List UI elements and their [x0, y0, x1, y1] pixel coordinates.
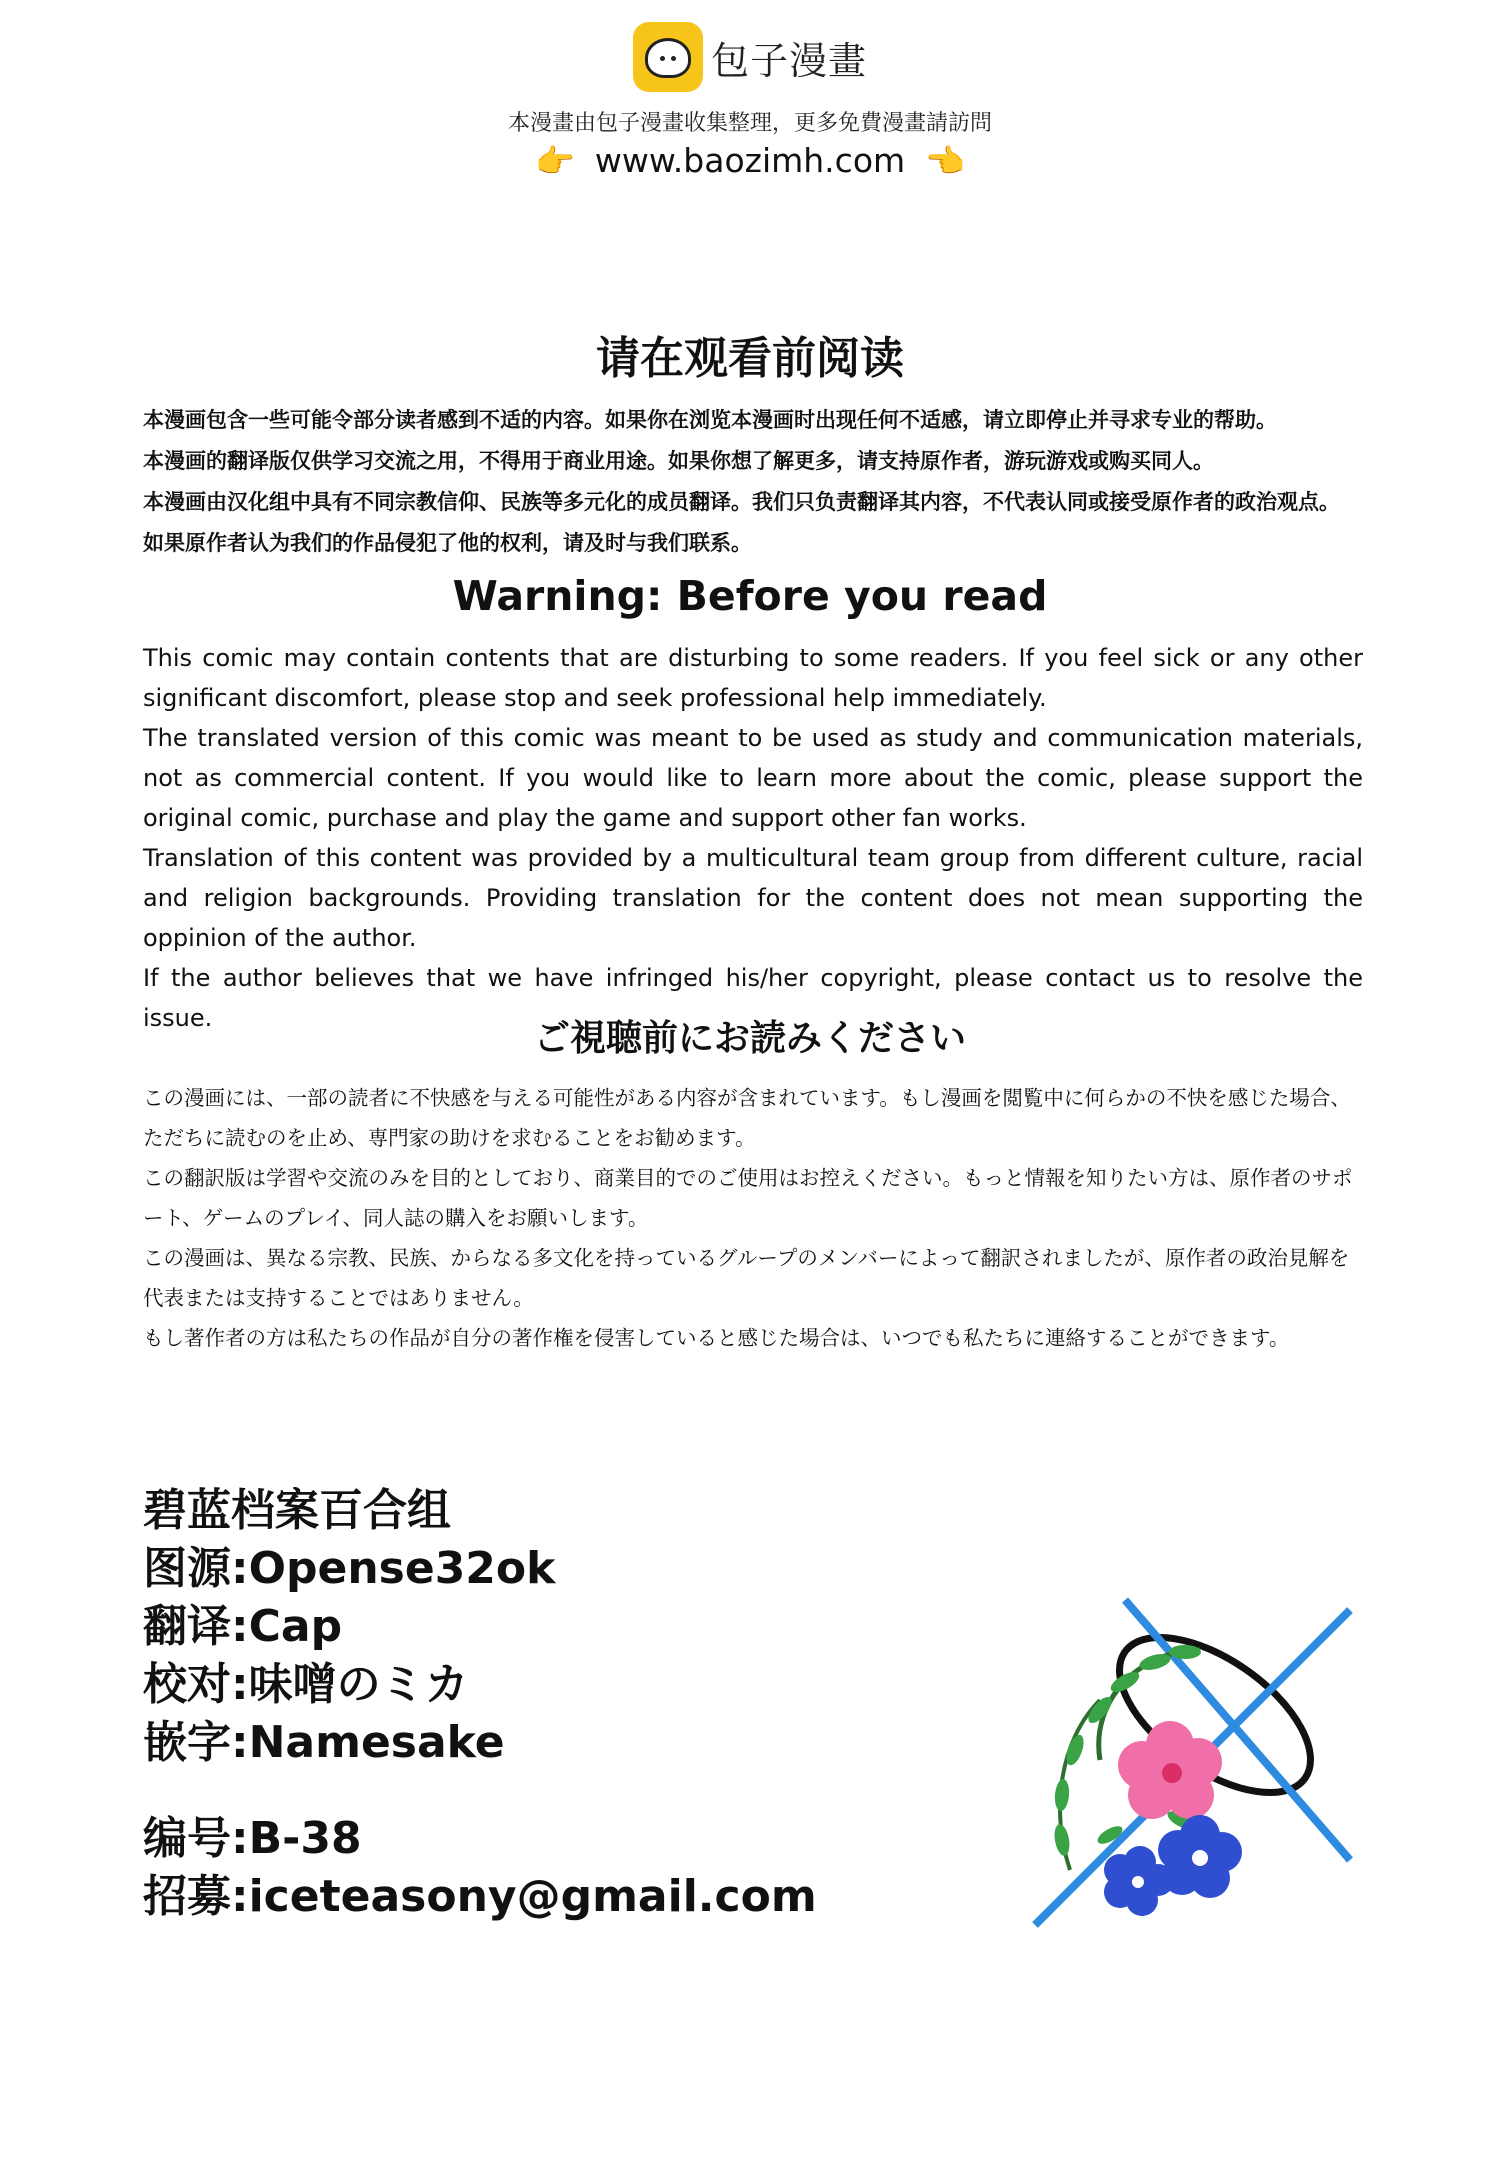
brand-name: 包子漫畫	[710, 38, 867, 83]
group-name: 碧蓝档案百合组	[143, 1485, 451, 1536]
warning-title-cn: 请在观看前阅读	[596, 333, 904, 384]
warning-cn-paragraph: 本漫画包含一些可能令部分读者感到不适的内容。如果你在浏览本漫画时出现任何不适感，请立即停止并寻求专业的帮助。	[143, 408, 1277, 432]
warning-jp-paragraph: この翻訳版は学習や交流のみを目的としており、商業目的でのご使用はお控えください。もっと情報を知りたい方は、原作者のサポート、ゲームのプレイ、同人誌の購入をお願いします。	[143, 1166, 1353, 1230]
site-header	[0, 22, 1500, 180]
header-notice: 本漫畫由包子漫畫收集整理，更多免費漫畫請訪問	[507, 111, 992, 136]
credit-source: 图源:Opense32ok	[143, 1543, 556, 1594]
credit-recruit-email[interactable]: 招募:iceteasony@gmail.com	[143, 1871, 817, 1922]
warning-title-en: Warning: Before you read	[452, 572, 1048, 620]
warning-en-paragraph: Translation of this content was provided by a multicultural team group from different culture, racial and religion backgrounds. Providing translation for the content does not mean supporting the oppinion of the author.	[143, 844, 1363, 952]
warning-jp-paragraph: もし著作者の方は私たちの作品が自分の著作権を侵害していると感じた場合は、いつでも私たちに連絡することができます。	[143, 1326, 1290, 1350]
credits-block	[143, 1482, 817, 1926]
warning-en-paragraph: The translated version of this comic was meant to be used as study and communication materials, not as commercial content. If you would like to learn more about the comic, please support the original comic, purchase and play the game and support other fan works.	[143, 724, 1363, 832]
bun-logo-icon	[633, 22, 703, 92]
warning-body-cn	[143, 400, 1363, 564]
warning-en-paragraph: If the author believes that we have infringed his/her copyright, please contact us to resolve the issue.	[143, 964, 1363, 1032]
pointing-left-hand-icon: 👈	[925, 141, 965, 180]
warning-cn-paragraph: 本漫画由汉化组中具有不同宗教信仰、民族等多元化的成员翻译。我们只负责翻译其内容，不代表认同或接受原作者的政治观点。	[143, 490, 1340, 514]
credit-number: 编号:B-38	[143, 1813, 362, 1864]
pointing-right-hand-icon: 👉	[535, 141, 575, 180]
site-url-link[interactable]: www.baozimh.com	[594, 141, 906, 180]
pink-flower-icon	[1118, 1721, 1222, 1819]
warning-title-jp: ご視聴前にお読みください	[533, 1018, 966, 1059]
credit-translator: 翻译:Cap	[143, 1601, 343, 1652]
credit-typesetter: 嵌字:Namesake	[143, 1717, 505, 1768]
site-link-row	[0, 141, 1500, 180]
warning-cn-paragraph: 如果原作者认为我们的作品侵犯了他的权利，请及时与我们联系。	[143, 531, 752, 555]
warning-body-jp	[143, 1078, 1363, 1358]
warning-en-paragraph: This comic may contain contents that are disturbing to some readers. If you feel sick or any other significant discomfort, please stop and seek professional help immediately.	[143, 644, 1363, 712]
warning-body-en	[143, 638, 1363, 1038]
warning-jp-paragraph: この漫画は、異なる宗教、民族、からなる多文化を持っているグループのメンバーによって翻訳されましたが、原作者の政治見解を代表または支持することではありません。	[143, 1246, 1350, 1310]
brand[interactable]	[633, 22, 867, 92]
warning-jp-paragraph: この漫画には、一部の読者に不快感を与える可能性がある内容が含まれています。もし漫画を閲覧中に何らかの不快を感じた場合、ただちに読むのを止め、専門家の助けを求むることをお勧めます。	[143, 1086, 1351, 1150]
warning-cn-paragraph: 本漫画的翻译版仅供学习交流之用，不得用于商业用途。如果你想了解更多，请支持原作者，游玩游戏或购买同人。	[143, 449, 1214, 473]
group-emblem-icon	[1030, 1590, 1370, 1940]
credit-proofreader: 校对:味噌のミカ	[143, 1659, 469, 1710]
